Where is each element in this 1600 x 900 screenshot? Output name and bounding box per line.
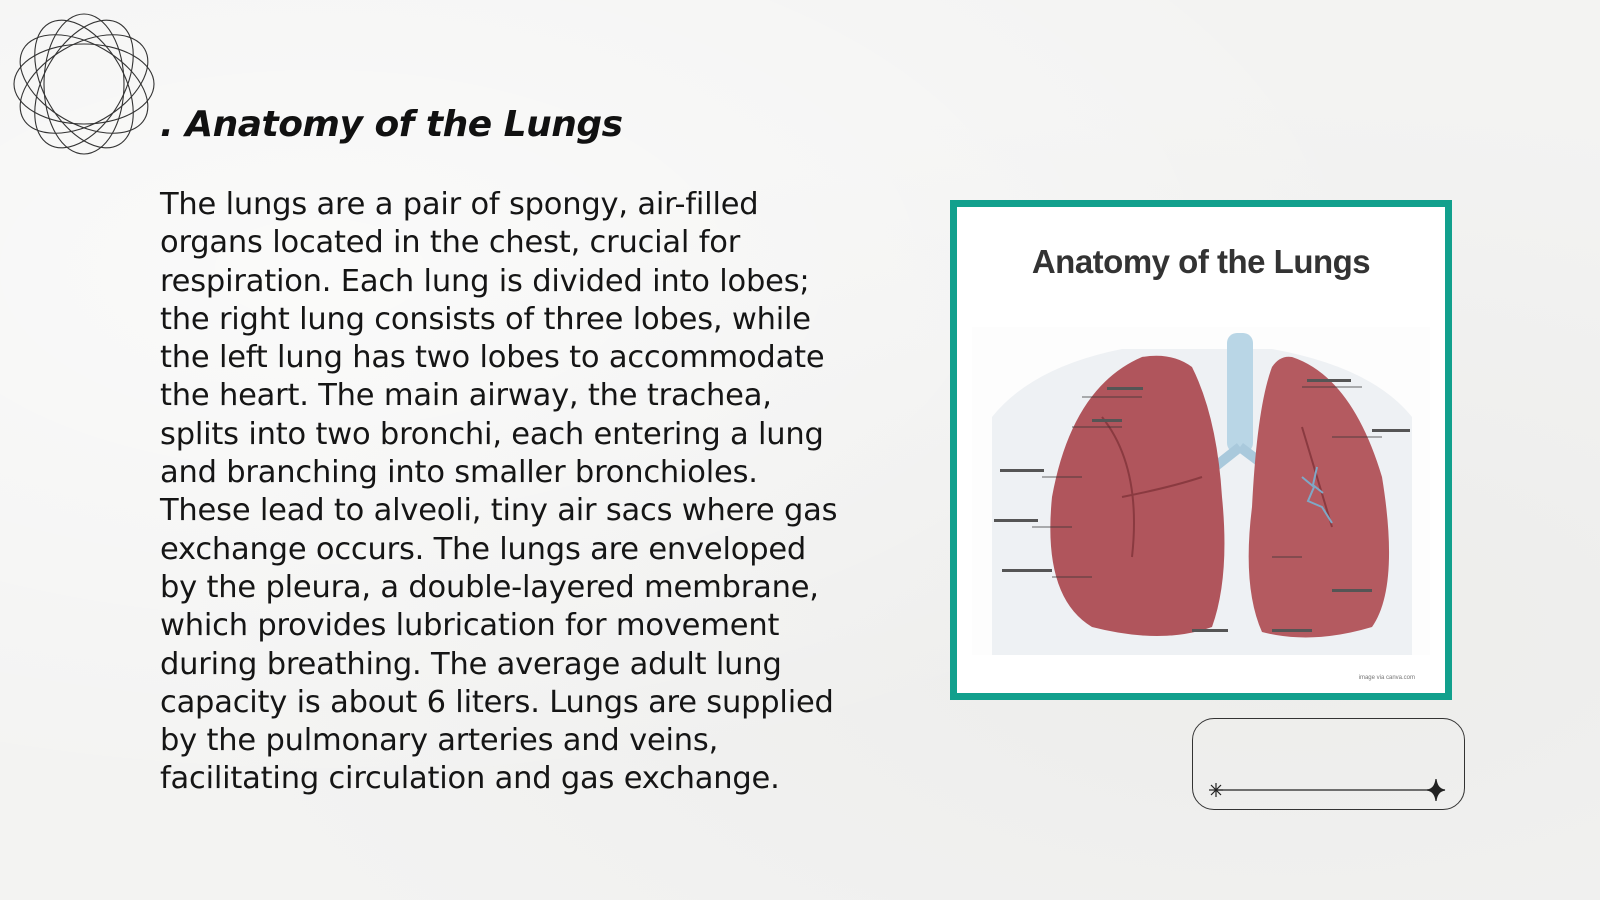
lungs-figure (950, 200, 1452, 700)
figure-credit: image via canva.com (1358, 675, 1415, 681)
slide-body-text: The lungs are a pair of spongy, air-filled organs located in the chest, crucial for respiration. Each lung is divided into lobes; the right lung consists of three lobes, while the left lung has two lobes to accommodate the heart. The main airway, the trachea, splits into two bronchi, each entering a lung and branching into smaller bronchioles. These lead to alveoli, tiny air sacs where gas exchange occurs. The lungs are enveloped by the pleura, a double-layered membrane, which provides lubrication for movement during breathing. The average adult lung capacity is about 6 liters. Lungs are supplied by the pulmonary arteries and veins, facilitating circulation and gas exchange. (160, 187, 838, 797)
lungs-illustration-icon (972, 327, 1430, 655)
spirograph-logo-icon (10, 10, 158, 158)
slide-title: . Anatomy of the Lungs (160, 104, 623, 145)
star-line-ornament-icon (1206, 776, 1456, 804)
figure-title: Anatomy of the Lungs (1031, 243, 1371, 280)
